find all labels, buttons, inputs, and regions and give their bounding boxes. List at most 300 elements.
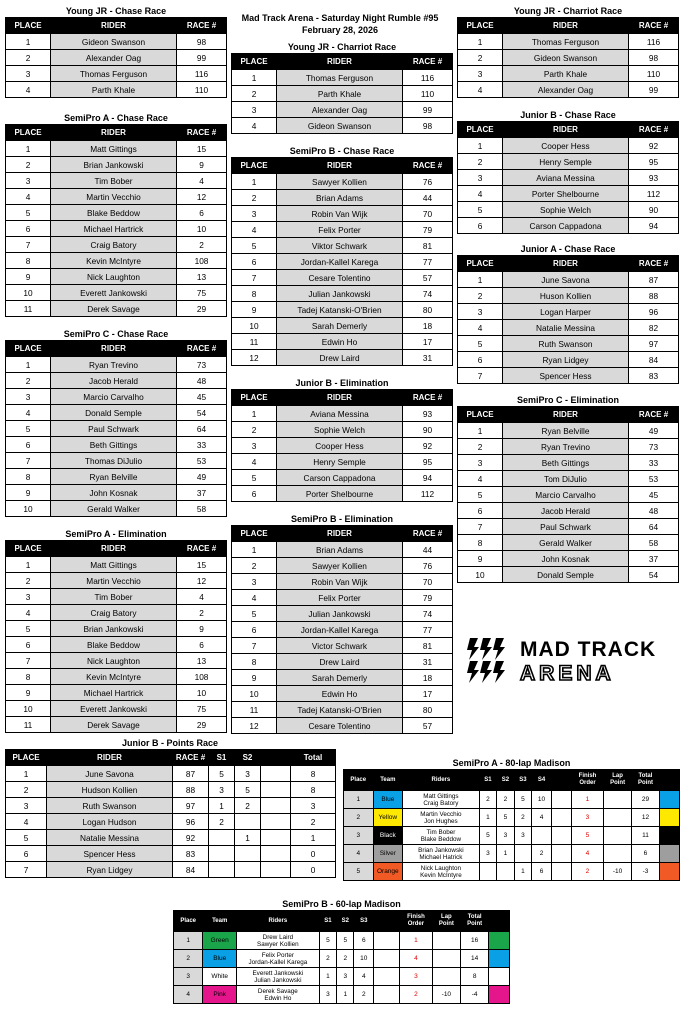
- race-number-cell: 98: [177, 34, 227, 50]
- race-title: Junior A - Chase Race: [520, 244, 616, 254]
- table-row: [458, 34, 679, 50]
- madison-header-cell: [660, 770, 680, 791]
- place-cell: 1: [232, 174, 277, 190]
- race-title: SemiPro A - Elimination: [65, 529, 167, 539]
- race-number-cell: 13: [177, 269, 227, 285]
- points-cell: [235, 846, 261, 862]
- table-row: [6, 573, 227, 589]
- place-cell: 4: [232, 118, 277, 134]
- race-number-cell: 6: [177, 205, 227, 221]
- race-number-cell: 99: [403, 102, 453, 118]
- sprint-points-cell: 5: [514, 791, 532, 809]
- place-cell: 5: [458, 336, 503, 352]
- rider-name-cell: Tim Bober: [51, 173, 177, 189]
- table-row: [232, 286, 453, 302]
- points-cell: [209, 846, 235, 862]
- team-place-cell: 3: [344, 827, 374, 845]
- madison-header-cell: S2: [497, 770, 515, 791]
- place-cell: 2: [232, 422, 277, 438]
- table-row: [6, 141, 227, 157]
- place-cell: 2: [458, 50, 503, 66]
- team-riders-cell: [237, 932, 320, 950]
- race-number-header: RACE #: [629, 407, 679, 423]
- race-number-cell: 6: [177, 637, 227, 653]
- table-row: [232, 86, 453, 102]
- race-number-header: RACE #: [403, 526, 453, 542]
- table-row: [6, 389, 227, 405]
- results-table: [231, 389, 453, 502]
- table-row: [458, 218, 679, 234]
- table-row: [6, 453, 227, 469]
- table-row: [458, 471, 679, 487]
- rider-name-cell: Parth Khale: [277, 86, 403, 102]
- race-title: Junior B - Chase Race: [520, 110, 616, 120]
- rider-name-cell: Ryan Lidgey: [503, 352, 629, 368]
- points-cell: 88: [173, 782, 209, 798]
- points-cell: [261, 862, 291, 878]
- rider-header: RIDER: [277, 390, 403, 406]
- table-row: [6, 373, 227, 389]
- place-cell: 10: [6, 701, 51, 717]
- table-row: [6, 717, 227, 733]
- place-cell: 7: [6, 453, 51, 469]
- table-row: [232, 686, 453, 702]
- team-riders-cell: [237, 968, 320, 986]
- rider-header: RIDER: [51, 18, 177, 34]
- race-number-cell: 99: [629, 82, 679, 98]
- rider-name-cell: Thomas Ferguson: [503, 34, 629, 50]
- rider-name-cell: Cesare Tolentino: [277, 270, 403, 286]
- table-row: [232, 318, 453, 334]
- place-cell: 8: [6, 253, 51, 269]
- points-cell: 87: [173, 766, 209, 782]
- rider-name-cell: Edwin Ho: [277, 334, 403, 350]
- madison-header-cell: Place: [174, 911, 203, 932]
- rider-name-cell: Drew Laird: [277, 350, 403, 366]
- rider-name-cell: Julian Jankowski: [277, 286, 403, 302]
- points-cell: 6: [6, 846, 47, 862]
- race-number-cell: 2: [177, 237, 227, 253]
- rider-name-cell: Sarah Demerly: [277, 318, 403, 334]
- table-row: [232, 422, 453, 438]
- rider-header: RIDER: [503, 407, 629, 423]
- header-row: [6, 541, 227, 557]
- table-row: [232, 118, 453, 134]
- table-row: [6, 862, 336, 878]
- race-number-cell: 2: [177, 605, 227, 621]
- points-header-cell: [261, 750, 291, 766]
- race-number-cell: 12: [177, 189, 227, 205]
- race-number-cell: 116: [177, 66, 227, 82]
- team-riders-cell: [403, 827, 480, 845]
- place-cell: 5: [6, 205, 51, 221]
- points-cell: 92: [173, 830, 209, 846]
- race-number-cell: 99: [177, 50, 227, 66]
- points-cell: Natalie Messina: [47, 830, 173, 846]
- rider-name-cell: Paul Schwark: [51, 421, 177, 437]
- place-cell: 8: [6, 669, 51, 685]
- race-number-cell: 90: [403, 422, 453, 438]
- place-cell: 2: [6, 373, 51, 389]
- place-cell: 4: [6, 405, 51, 421]
- place-cell: 6: [458, 218, 503, 234]
- place-cell: 9: [6, 685, 51, 701]
- team-color-cell: Blue: [373, 791, 403, 809]
- lap-point-cell: -10: [432, 986, 460, 1004]
- rider-name-cell: Tom DiJulio: [503, 471, 629, 487]
- table-row: [232, 670, 453, 686]
- team-riders-cell: [403, 845, 480, 863]
- race-number-cell: 45: [629, 487, 679, 503]
- table-row: [232, 574, 453, 590]
- rider-name-cell: Aviana Messina: [503, 170, 629, 186]
- team-color-cell: Green: [203, 932, 237, 950]
- race-number-cell: 97: [629, 336, 679, 352]
- team-row: [344, 845, 680, 863]
- table-row: [458, 50, 679, 66]
- semipro-a-elimination-table: [5, 529, 227, 733]
- sprint-points-cell: 6: [532, 863, 552, 881]
- race-number-cell: 48: [177, 373, 227, 389]
- place-cell: 2: [232, 86, 277, 102]
- team-riders-cell: [403, 863, 480, 881]
- points-cell: Spencer Hess: [47, 846, 173, 862]
- madison-header-cell: Riders: [237, 911, 320, 932]
- place-cell: 2: [458, 288, 503, 304]
- lap-point-cell: [432, 968, 460, 986]
- table-row: [458, 487, 679, 503]
- sprint-points-cell: 5: [497, 809, 515, 827]
- rider-name-cell: Ryan Trevino: [51, 357, 177, 373]
- table-row: [6, 685, 227, 701]
- table-row: [458, 138, 679, 154]
- place-cell: 7: [232, 270, 277, 286]
- rider-name-cell: Gideon Swanson: [277, 118, 403, 134]
- header-row: [232, 158, 453, 174]
- place-cell: 11: [6, 301, 51, 317]
- race-number-cell: 33: [629, 455, 679, 471]
- rider-name-cell: Viktor Schwark: [277, 238, 403, 254]
- points-cell: 0: [291, 862, 336, 878]
- table-row: [458, 439, 679, 455]
- rider-name-cell: Alexander Oag: [51, 50, 177, 66]
- total-point-cell: 29: [631, 791, 659, 809]
- race-title: Young JR - Chase Race: [65, 6, 167, 16]
- place-cell: 11: [6, 717, 51, 733]
- madison-header-cell: Total Point: [631, 770, 659, 791]
- total-point-cell: -4: [461, 986, 489, 1004]
- points-cell: 3: [235, 766, 261, 782]
- race-number-cell: 44: [403, 190, 453, 206]
- race-number-cell: 70: [403, 574, 453, 590]
- rider-header: RIDER: [503, 18, 629, 34]
- race-number-cell: 58: [177, 501, 227, 517]
- results-table: [457, 17, 679, 98]
- table-row: [6, 589, 227, 605]
- team-row: [174, 986, 510, 1004]
- table-row: [6, 34, 227, 50]
- race-number-cell: 54: [629, 567, 679, 583]
- rider-name-cell: Nick Laughton: [51, 653, 177, 669]
- race-number-header: RACE #: [629, 256, 679, 272]
- place-cell: 3: [6, 66, 51, 82]
- finish-order-cell: 4: [400, 950, 433, 968]
- rider-name-cell: Sawyer Kollien: [277, 558, 403, 574]
- team-color-cell: Black: [373, 827, 403, 845]
- place-cell: 1: [232, 406, 277, 422]
- points-cell: [261, 766, 291, 782]
- race-number-header: RACE #: [403, 390, 453, 406]
- sprint-points-cell: 3: [479, 845, 497, 863]
- place-cell: 6: [232, 254, 277, 270]
- table-row: [6, 269, 227, 285]
- place-cell: 5: [6, 621, 51, 637]
- header-row: [6, 341, 227, 357]
- race-number-cell: 31: [403, 350, 453, 366]
- race-number-cell: 90: [629, 202, 679, 218]
- table-row: [458, 154, 679, 170]
- points-cell: June Savona: [47, 766, 173, 782]
- madison-header-cell: Team: [373, 770, 403, 791]
- place-cell: 2: [232, 190, 277, 206]
- place-cell: 10: [232, 318, 277, 334]
- rider-name-cell: Derek Savage: [51, 717, 177, 733]
- results-table: [457, 121, 679, 234]
- rider-name-cell: Natalie Messina: [503, 320, 629, 336]
- place-cell: 3: [232, 438, 277, 454]
- place-cell: 4: [6, 605, 51, 621]
- rider-name-cell: Jordan-Kallel Karega: [277, 622, 403, 638]
- rider-name-cell: Donald Semple: [503, 567, 629, 583]
- madison-header-cell: S1: [479, 770, 497, 791]
- place-cell: 2: [6, 50, 51, 66]
- header-row: [174, 911, 510, 932]
- sprint-points-cell: 6: [354, 932, 374, 950]
- race-number-cell: 79: [403, 590, 453, 606]
- team-row: [174, 950, 510, 968]
- race-number-cell: 82: [629, 320, 679, 336]
- header-row: [232, 54, 453, 70]
- race-number-cell: 92: [629, 138, 679, 154]
- team-place-cell: 2: [174, 950, 203, 968]
- points-cell: 83: [173, 846, 209, 862]
- rider-name-cell: John Kosnak: [503, 551, 629, 567]
- finish-order-cell: 3: [571, 809, 604, 827]
- madison-header-cell: Finish Order: [571, 770, 604, 791]
- rider-name-cell: Robin Van Wijk: [277, 574, 403, 590]
- race-number-cell: 9: [177, 157, 227, 173]
- rider-name: Craig Batory: [423, 799, 459, 807]
- lap-point-cell: [604, 791, 631, 809]
- finish-order-cell: 2: [400, 986, 433, 1004]
- place-cell: 5: [232, 606, 277, 622]
- sprint-points-cell: 2: [319, 950, 336, 968]
- logo-text-line1: MAD TRACK: [520, 638, 657, 661]
- rider-name-cell: Sophie Welch: [503, 202, 629, 218]
- rider-name-cell: Thomas Ferguson: [277, 70, 403, 86]
- place-header: PLACE: [6, 341, 51, 357]
- race-number-cell: 74: [403, 286, 453, 302]
- table-row: [458, 352, 679, 368]
- race-number-cell: 96: [629, 304, 679, 320]
- place-cell: 1: [6, 357, 51, 373]
- young-jr-charriot-race-middle-table: [231, 42, 453, 134]
- rider-name: Everett Jankowski: [252, 969, 304, 977]
- table-row: [458, 320, 679, 336]
- race-number-cell: 48: [629, 503, 679, 519]
- rider-name-cell: Gerald Walker: [51, 501, 177, 517]
- rider-name-cell: Blake Beddow: [51, 637, 177, 653]
- rider-name: Felix Porter: [261, 951, 294, 959]
- table-row: [232, 718, 453, 734]
- table-row: [232, 102, 453, 118]
- race-number-cell: 29: [177, 301, 227, 317]
- lightning-bolts-icon: [466, 638, 510, 684]
- table-row: [6, 469, 227, 485]
- rider-name-cell: Craig Batory: [51, 237, 177, 253]
- total-point-cell: 8: [461, 968, 489, 986]
- table-row: [6, 253, 227, 269]
- table-row: [458, 66, 679, 82]
- place-cell: 12: [232, 718, 277, 734]
- total-point-cell: 14: [461, 950, 489, 968]
- place-cell: 1: [232, 542, 277, 558]
- points-cell: 5: [6, 830, 47, 846]
- place-cell: 5: [458, 487, 503, 503]
- madison-header-cell: S4: [532, 770, 552, 791]
- rider-name-cell: Gideon Swanson: [503, 50, 629, 66]
- table-row: [458, 170, 679, 186]
- place-cell: 6: [232, 622, 277, 638]
- sprint-points-cell: 5: [319, 932, 336, 950]
- race-number-cell: 92: [403, 438, 453, 454]
- team-riders-cell: [403, 809, 480, 827]
- place-header: PLACE: [458, 18, 503, 34]
- results-table: [5, 124, 227, 317]
- race-number-cell: 77: [403, 254, 453, 270]
- race-number-cell: 70: [403, 206, 453, 222]
- race-number-cell: 57: [403, 270, 453, 286]
- place-cell: 3: [458, 170, 503, 186]
- points-cell: 97: [173, 798, 209, 814]
- race-number-cell: 17: [403, 686, 453, 702]
- rider-name-cell: Ryan Trevino: [503, 439, 629, 455]
- rider-name-cell: Sophie Welch: [277, 422, 403, 438]
- points-cell: [261, 814, 291, 830]
- rider-name: Matt Gittings: [423, 792, 459, 800]
- table-row: [232, 590, 453, 606]
- rider-name-cell: Carson Cappadona: [503, 218, 629, 234]
- semipro-b-chase-race-table: [231, 146, 453, 366]
- rider-header: RIDER: [277, 158, 403, 174]
- race-number-cell: 53: [177, 453, 227, 469]
- lap-point-cell: [604, 809, 631, 827]
- rider-name: Martin Vecchio: [420, 810, 462, 818]
- place-cell: 6: [6, 637, 51, 653]
- race-number-header: RACE #: [177, 341, 227, 357]
- race-number-cell: 76: [403, 558, 453, 574]
- table-row: [458, 503, 679, 519]
- table-row: [6, 173, 227, 189]
- race-number-cell: 116: [629, 34, 679, 50]
- rider-name-cell: Paul Schwark: [503, 519, 629, 535]
- place-cell: 5: [232, 470, 277, 486]
- event-header: [230, 12, 450, 36]
- race-number-cell: 9: [177, 621, 227, 637]
- rider-name-cell: Julian Jankowski: [277, 606, 403, 622]
- sprint-points-cell: 3: [337, 968, 354, 986]
- place-cell: 7: [6, 653, 51, 669]
- table-row: [458, 567, 679, 583]
- table-row: [458, 186, 679, 202]
- place-header: PLACE: [458, 122, 503, 138]
- young-jr-chase-race-table: [5, 6, 227, 98]
- sprint-points-cell: 10: [354, 950, 374, 968]
- results-table: [231, 53, 453, 134]
- points-cell: [261, 830, 291, 846]
- place-header: PLACE: [6, 18, 51, 34]
- place-cell: 9: [232, 302, 277, 318]
- points-race-title: Junior B - Points Race: [121, 738, 219, 748]
- place-cell: 10: [232, 686, 277, 702]
- place-cell: 4: [458, 320, 503, 336]
- points-cell: 7: [6, 862, 47, 878]
- table-row: [232, 558, 453, 574]
- team-riders-cell: [403, 791, 480, 809]
- points-cell: 8: [291, 782, 336, 798]
- table-row: [232, 238, 453, 254]
- rider-name-cell: Sawyer Kollien: [277, 174, 403, 190]
- table-row: [6, 66, 227, 82]
- madison-header-cell: Finish Order: [400, 911, 433, 932]
- points-cell: 84: [173, 862, 209, 878]
- points-cell: 3: [209, 782, 235, 798]
- race-number-cell: 57: [403, 718, 453, 734]
- rider-name: Sawyer Kollien: [257, 940, 299, 948]
- junior-b-chase-race-table: [457, 110, 679, 234]
- rider-name-cell: Tim Bober: [51, 589, 177, 605]
- race-number-cell: 17: [403, 334, 453, 350]
- place-cell: 4: [458, 471, 503, 487]
- table-row: [6, 766, 336, 782]
- points-cell: 1: [6, 766, 47, 782]
- sprint-points-cell: 2: [532, 845, 552, 863]
- sprint-points-cell: [532, 827, 552, 845]
- rider-name-cell: Beth Gittings: [51, 437, 177, 453]
- place-cell: 7: [458, 368, 503, 384]
- sprint-points-cell: 10: [532, 791, 552, 809]
- place-cell: 6: [458, 352, 503, 368]
- place-cell: 10: [458, 567, 503, 583]
- rider-name-cell: Brian Adams: [277, 542, 403, 558]
- points-cell: [235, 862, 261, 878]
- place-cell: 9: [232, 670, 277, 686]
- table-row: [6, 50, 227, 66]
- rider-name-cell: Everett Jankowski: [51, 701, 177, 717]
- table-row: [458, 423, 679, 439]
- header-row: [6, 18, 227, 34]
- madison-header-cell: Lap Point: [604, 770, 631, 791]
- points-cell: 1: [291, 830, 336, 846]
- rider-name: Blake Beddow: [420, 835, 462, 843]
- team-place-cell: 2: [344, 809, 374, 827]
- table-row: [6, 557, 227, 573]
- race-number-cell: 81: [403, 238, 453, 254]
- team-place-cell: 3: [174, 968, 203, 986]
- rider-name-cell: Tadej Katanski-O'Brien: [277, 702, 403, 718]
- place-cell: 4: [458, 82, 503, 98]
- header-row: [6, 750, 336, 766]
